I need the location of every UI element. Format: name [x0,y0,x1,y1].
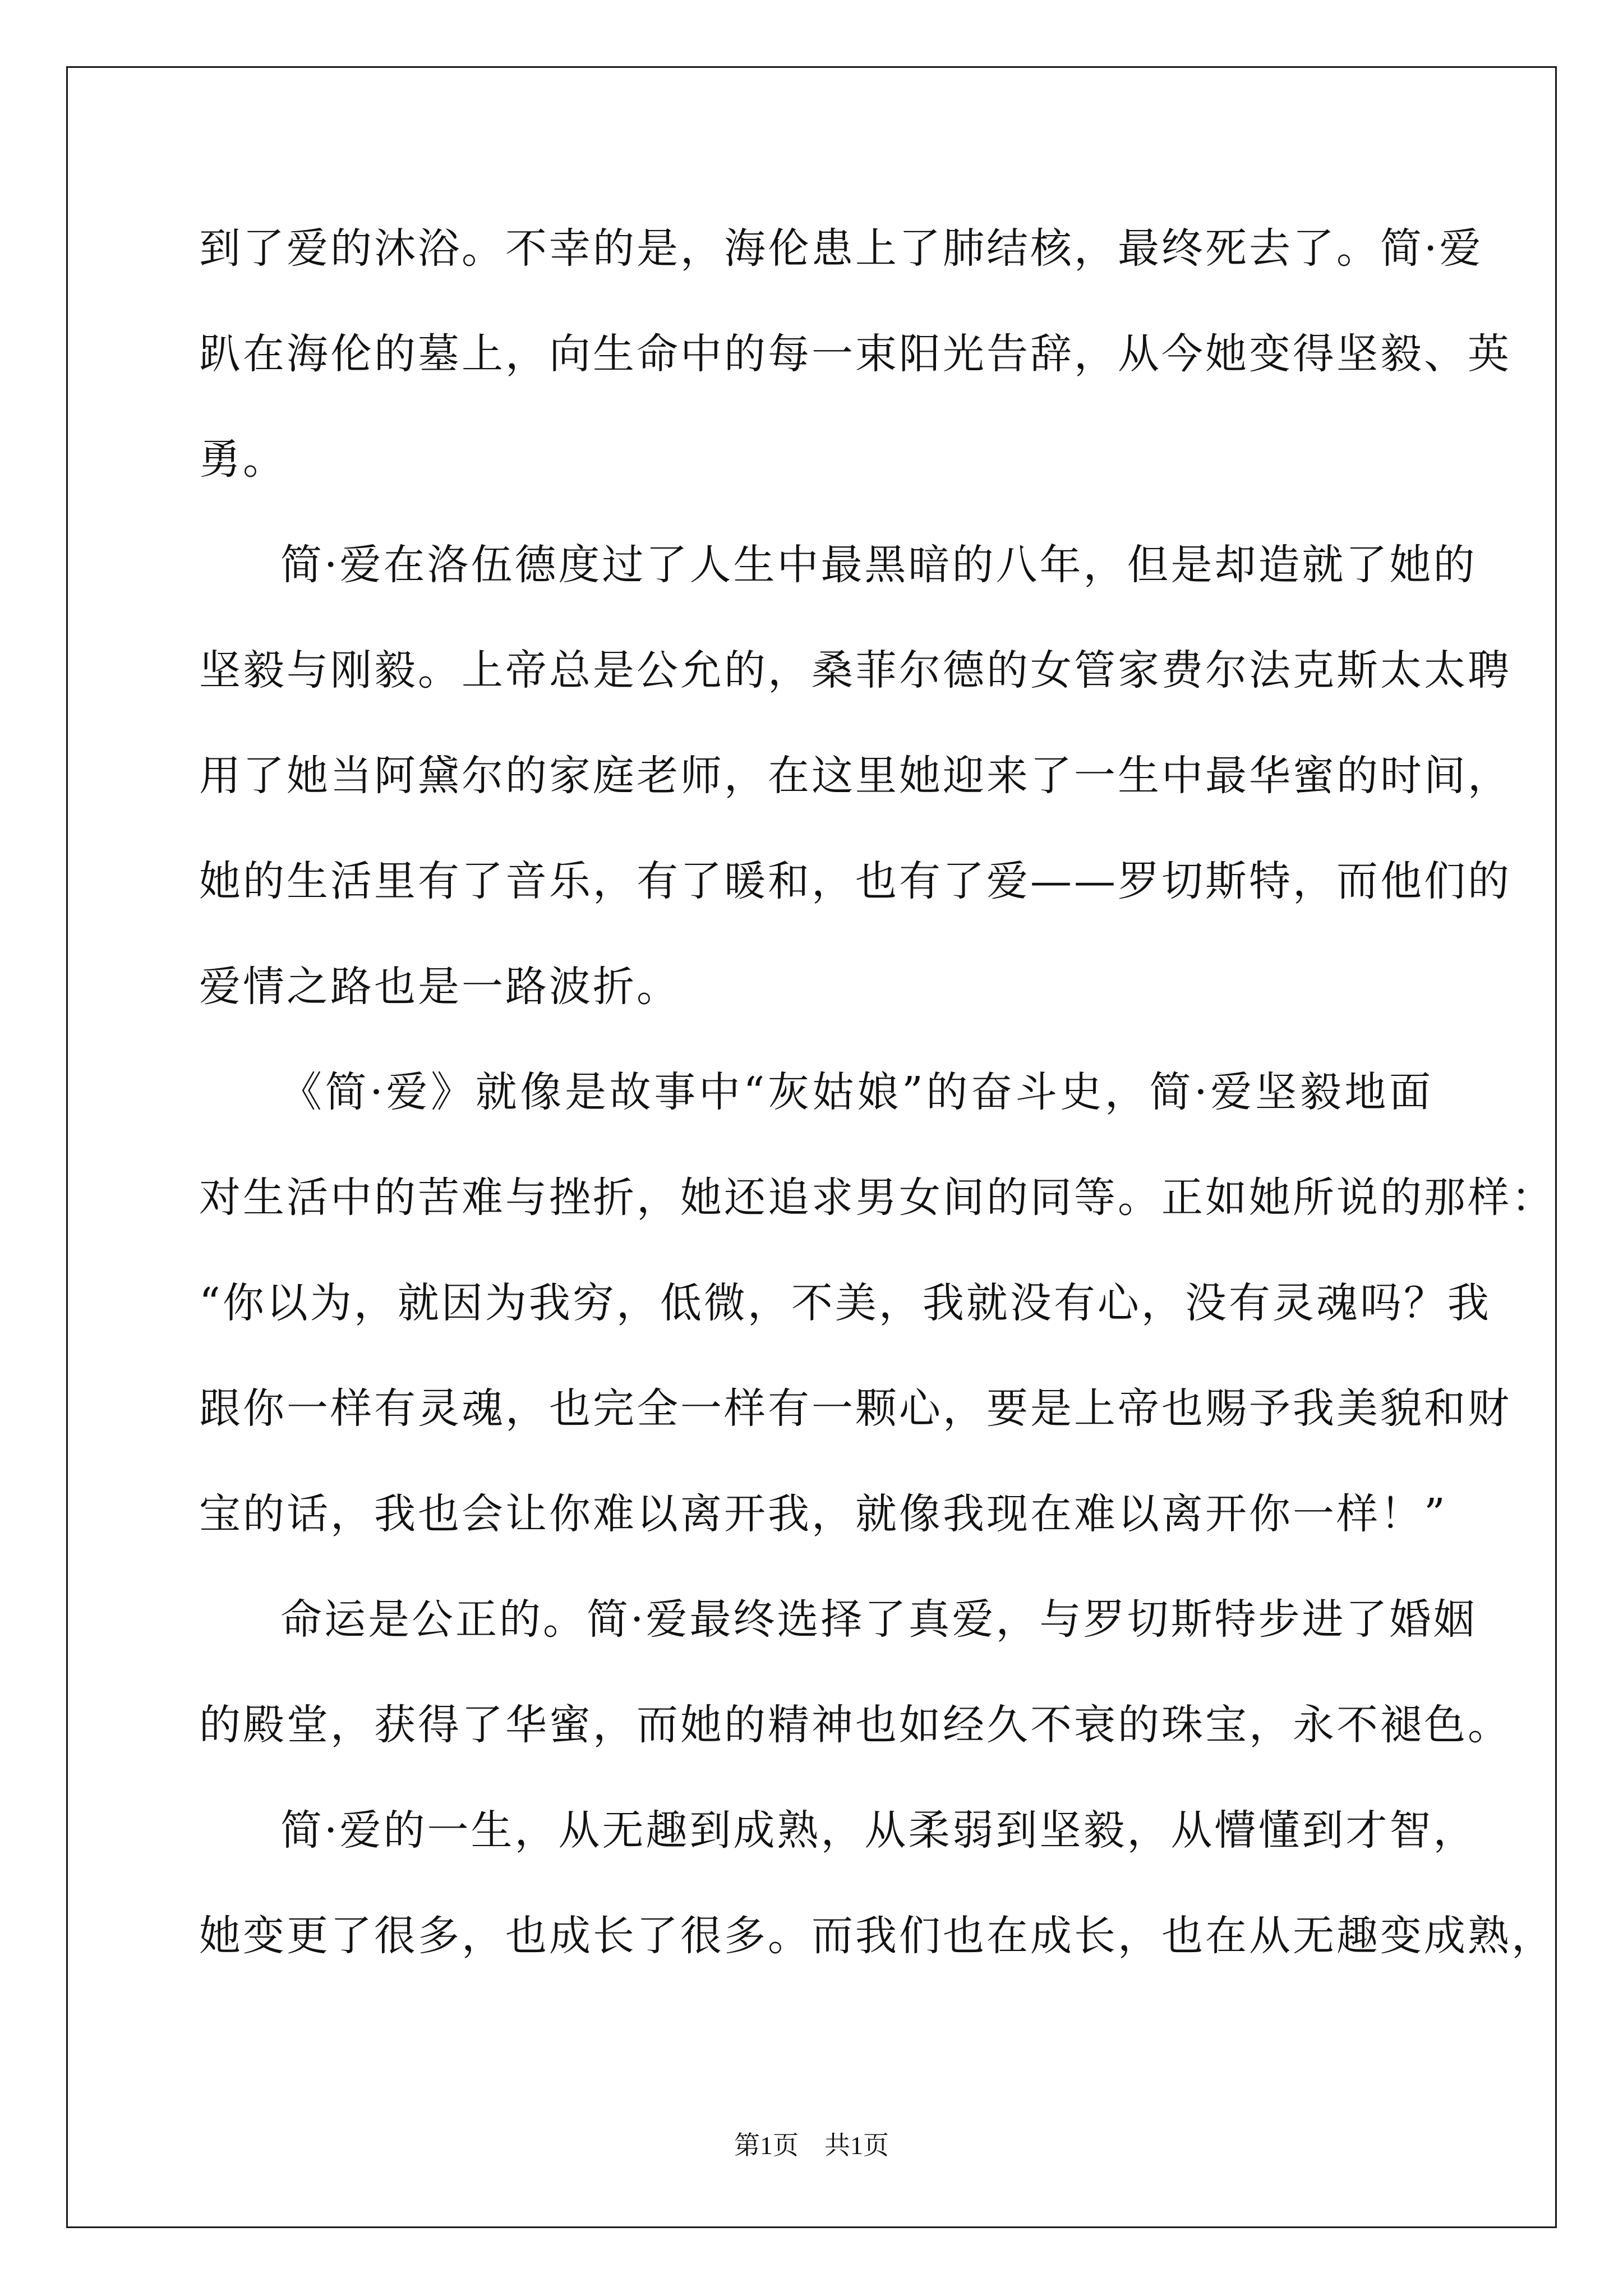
page-number-total: 共1页 [824,2131,889,2160]
page-footer [0,2125,1623,2162]
body-line-7: 她的生活里有了音乐，有了暖和，也有了爱——罗切斯特，而他们的 [199,857,1511,905]
body-line-2: 趴在海伦的墓上，向生命中的每一束阳光告辞，从今她变得坚毅、英 [199,330,1511,378]
body-line-16: 简·爱的一生，从无趣到成熟，从柔弱到坚毅，从懵懂到才智， [280,1806,1477,1855]
body-line-15: 的殿堂，获得了华蜜，而她的精神也如经久不衰的珠宝，永不褪色。 [199,1701,1511,1749]
page-border [66,66,1557,2228]
page-number-current: 第1页 [734,2131,799,2160]
body-line-14: 命运是公正的。简·爱最终选择了真爱，与罗切斯特步进了婚姻 [280,1595,1477,1644]
body-line-6: 用了她当阿黛尔的家庭老师，在这里她迎来了一生中最华蜜的时间， [199,752,1511,800]
body-line-3: 勇。 [199,435,287,484]
body-line-5: 坚毅与刚毅。上帝总是公允的，桑菲尔德的女管家费尔法克斯太太聘 [199,646,1511,694]
body-line-12: 跟你一样有灵魂，也完全一样有一颗心，要是上帝也赐予我美貌和财 [199,1384,1511,1433]
body-line-11: “你以为，就因为我穷，低微，不美，我就没有心，没有灵魂吗？我 [199,1279,1491,1327]
body-line-13: 宝的话，我也会让你难以离开我，就像我现在难以离开你一样！” [199,1490,1447,1538]
body-line-9: 《简·爱》就像是故事中“灰姑娘”的奋斗史，简·爱坚毅地面 [280,1068,1433,1116]
body-line-10: 对生活中的苦难与挫折，她还追求男女间的同等。正如她所说的那样： [199,1174,1555,1222]
body-line-8: 爱情之路也是一路波折。 [199,963,680,1011]
body-line-17: 她变更了很多，也成长了很多。而我们也在成长，也在从无趣变成熟， [199,1912,1555,1960]
body-line-1: 到了爱的沐浴。不幸的是，海伦患上了肺结核，最终死去了。简·爱 [199,224,1483,273]
body-line-4: 简·爱在洛伍德度过了人生中最黑暗的八年，但是却造就了她的 [280,541,1477,589]
